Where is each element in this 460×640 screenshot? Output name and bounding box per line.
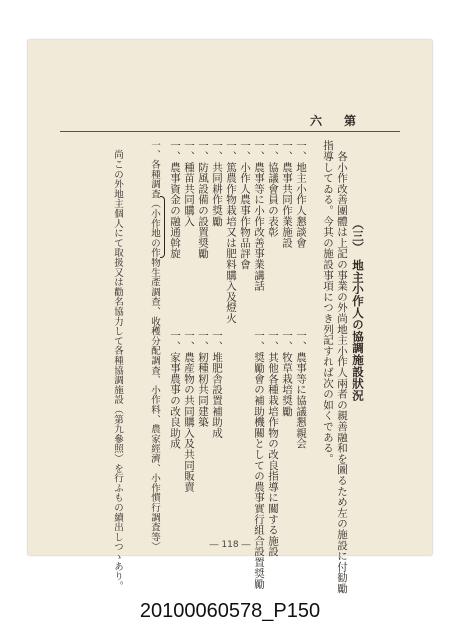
list-lower-7: 一、農産物の共同購入及共同販賣 bbox=[183, 330, 195, 492]
list-item-1: 一、地主小作人懇談會 bbox=[295, 140, 307, 248]
list-item-9: 一、種苗共同購入 bbox=[183, 140, 195, 227]
section-heading: （三） 地主小作人の協調施設狀況 bbox=[351, 218, 365, 402]
chapter-label-dai: 第 bbox=[344, 114, 359, 128]
list-lower-4: 一、奨勵會の補助機關としての農事實行組合設置奨勵 bbox=[253, 330, 265, 590]
list-item-6: 一、篤農作物栽培又は肥料購入及燈火 bbox=[225, 140, 237, 324]
closing-paragraph: 尚この外地主個人にて取扱又は勸名協力して各種協調施設（第九參照）を行ふもの續出しつゝあり。 bbox=[112, 140, 123, 591]
body-paragraph-line-1: 各小作改善團體は上記の事業の外尚地主小作人兩者の親善融和を圖るため左の施設に付勧勵 bbox=[336, 140, 348, 594]
list-item-10: 一、農事資金の融通斡旋 bbox=[169, 140, 181, 259]
list-item-5: 一、小作人農事作物品評會 bbox=[239, 140, 251, 270]
list-item-11: 一、各種調査（小作地の作物生產調查、收穫分配調査、小作料、農家經濟、小作慣行調査等） bbox=[149, 140, 160, 552]
list-item-2: 一、農事共同作業施設 bbox=[281, 140, 293, 248]
list-lower-3: 一、其他各種栽培作物の改良指導に關する施設 bbox=[267, 330, 279, 557]
body-paragraph-line-2: 指導してゐる。今其の施設事項につき列記すれば次の如くである。 bbox=[322, 140, 334, 464]
list-lower-8: 一、家事農事の改良助成 bbox=[169, 330, 181, 449]
list-lower-1: 一、農事等に協議懇親会 bbox=[295, 330, 307, 449]
page-number: ― 118 ― bbox=[209, 540, 251, 550]
list-item-4: 一、農事等に小作改善事業講話 bbox=[253, 140, 265, 292]
list-lower-5: 一、堆肥舎設置補助成 bbox=[211, 330, 223, 438]
bracket-mark bbox=[160, 196, 165, 258]
list-lower-6: 一、籾種籾共同建築 bbox=[197, 330, 209, 428]
list-item-7: 一、共同耕作奨勵 bbox=[211, 140, 223, 227]
list-item-8: 一、防風設備の設置奨勵 bbox=[197, 140, 209, 259]
chapter-label-roku: 六 bbox=[310, 114, 325, 128]
list-lower-2: 一、牧草栽培奨勵 bbox=[281, 330, 293, 417]
header-rule bbox=[60, 131, 400, 132]
list-item-3: 一、協議會員の表彰 bbox=[267, 140, 279, 238]
image-caption: 20100060578_P150 bbox=[139, 600, 321, 622]
